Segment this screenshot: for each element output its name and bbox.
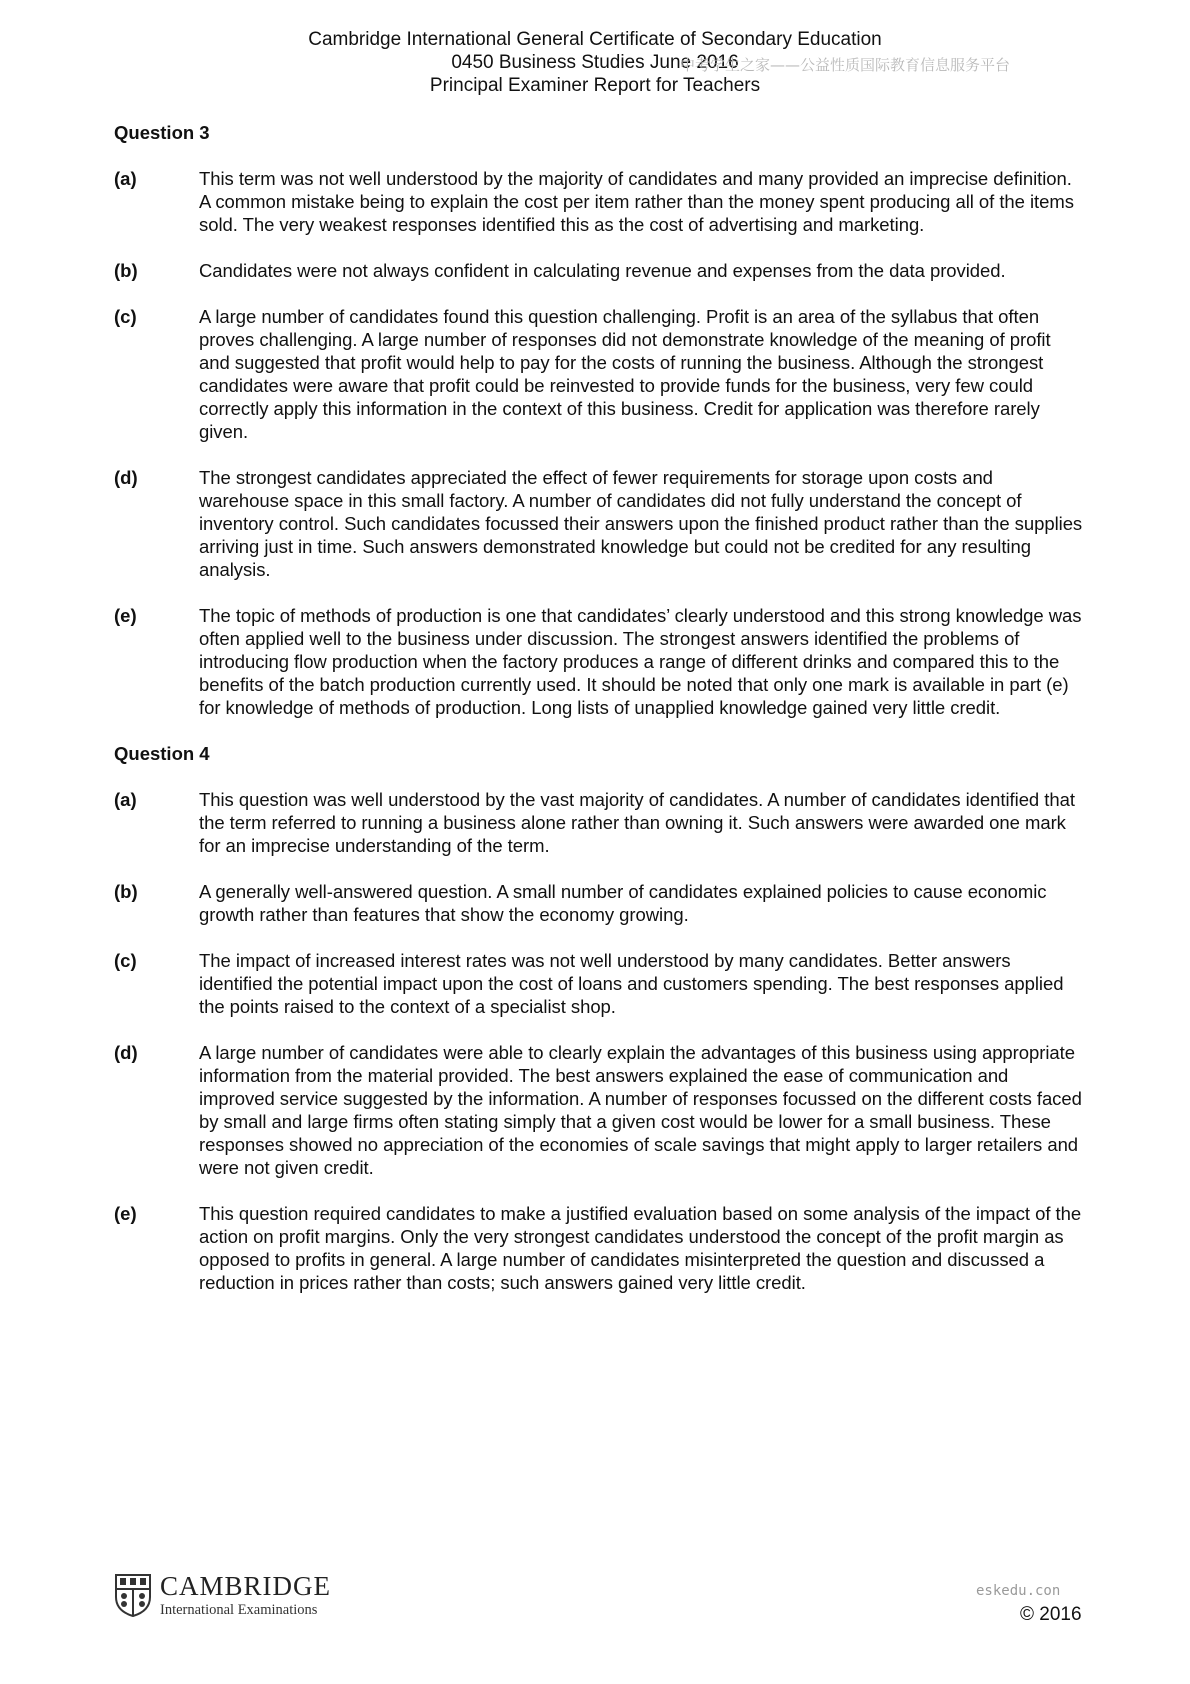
crest-icon [114,1573,152,1617]
answer-item [114,604,1084,719]
part-comment: Candidates were not always confident in calculating revenue and expenses from the data provided. [199,260,1006,281]
part-label: (b) [114,260,138,281]
answer-item [114,1041,1084,1179]
part-comment: The impact of increased interest rates was not well understood by many candidates. Better answers identified the potential impact upon the cost of loans and customers spending. The best responses applied the points raised to the context of a specialist shop. [199,950,1064,1017]
answer-item [114,167,1084,236]
part-comment: The strongest candidates appreciated the effect of fewer requirements for storage upon costs and warehouse space in this small factory. A number of candidates did not fully understand the concept of inventory control. Such candidates focussed their answers upon the finished product rather than the supplies arriving just in time. Such answers demonstrated knowledge but could not be credited for any resulting analysis. [199,467,1083,580]
answer-item [114,1202,1084,1294]
part-comment: A large number of candidates were able to clearly explain the advantages of this business using appropriate information from the material provided. The best answers explained the ease of communication and improved service suggested by the information. A number of responses focussed on the different costs faced by small and large firms often stating simply that a given cost would be lower for a small business. These responses showed no appreciation of the economies of scale savings that might apply to larger retailers and were not given credit. [199,1042,1082,1178]
part-label: (e) [114,1203,137,1224]
part-label: (a) [114,168,137,189]
question-3-section [114,121,1084,719]
part-comment: This question was well understood by the vast majority of candidates. A number of candidates identified that the term referred to running a business alone rather than owning it. Such answers were awarded one mark for an imprecise understanding of the term. [199,789,1075,856]
part-label: (b) [114,881,138,902]
report-body [114,121,1084,1317]
header-subject: 0450 Business Studies June 2016 [451,52,739,73]
part-comment: A large number of candidates found this question challenging. Profit is an area of the syllabus that often proves challenging. A large number of responses did not demonstrate knowledge of the meaning of profit and suggested that profit would help to pay for the costs of running the business. Although the strongest candidates were aware that profit could be reinvested to provide funds for the business, very few could correctly apply this information in the context of this business. Credit for application was therefore rarely given. [199,306,1051,442]
part-label: (e) [114,605,137,626]
watermark-text: 中考学生之家——公益性质国际教育信息服务平台 [680,56,1011,74]
part-label: (d) [114,467,138,488]
part-comment: The topic of methods of production is one that candidates’ clearly understood and this strong knowledge was often applied well to the business under discussion. The strongest answers identified the problems of introducing flow production when the factory produces a range of different drinks and compared this to the benefits of the batch production currently used. It should be noted that only one mark is available in part (e) for knowledge of methods of production. Long lists of unapplied knowledge gained very little credit. [199,605,1082,718]
header-title: Cambridge International General Certificate of Secondary Education [308,29,882,50]
logo-subtitle: International Examinations [160,1602,318,1618]
question-heading: Question 4 [114,743,210,764]
answer-item [114,259,1084,282]
page-header [0,28,1190,97]
answer-item [114,788,1084,857]
cambridge-logo [114,1573,331,1618]
answer-item [114,949,1084,1018]
answer-item [114,305,1084,443]
question-heading: Question 3 [114,122,210,143]
part-comment: This question required candidates to make a justified evaluation based on some analysis of the impact of the action on profit margins. Only the very strongest candidates understood the concept of the profit margin as opposed to profits in general. A large number of candidates misinterpreted the question and discussed a reduction in prices rather than costs; such answers gained very little credit. [199,1203,1082,1293]
copyright-notice: © 2016 [1020,1604,1082,1625]
header-report-type: Principal Examiner Report for Teachers [429,75,761,96]
part-comment: This term was not well understood by the majority of candidates and many provided an imprecise definition. A common mistake being to explain the cost per item rather than the money spent producing all of the items sold. The very weakest responses identified this as the cost of advertising and marketing. [199,168,1074,235]
part-label: (a) [114,789,137,810]
part-label: (c) [114,950,137,971]
part-label: (d) [114,1042,138,1063]
answer-item [114,880,1084,926]
part-label: (c) [114,306,137,327]
answer-item [114,466,1084,581]
part-comment: A generally well-answered question. A small number of candidates explained policies to cause economic growth rather than features that show the economy growing. [199,881,1047,925]
question-4-section [114,742,1084,1294]
logo-wordmark: CAMBRIDGE [160,1571,332,1601]
site-watermark: eskedu.con [976,1583,1061,1599]
